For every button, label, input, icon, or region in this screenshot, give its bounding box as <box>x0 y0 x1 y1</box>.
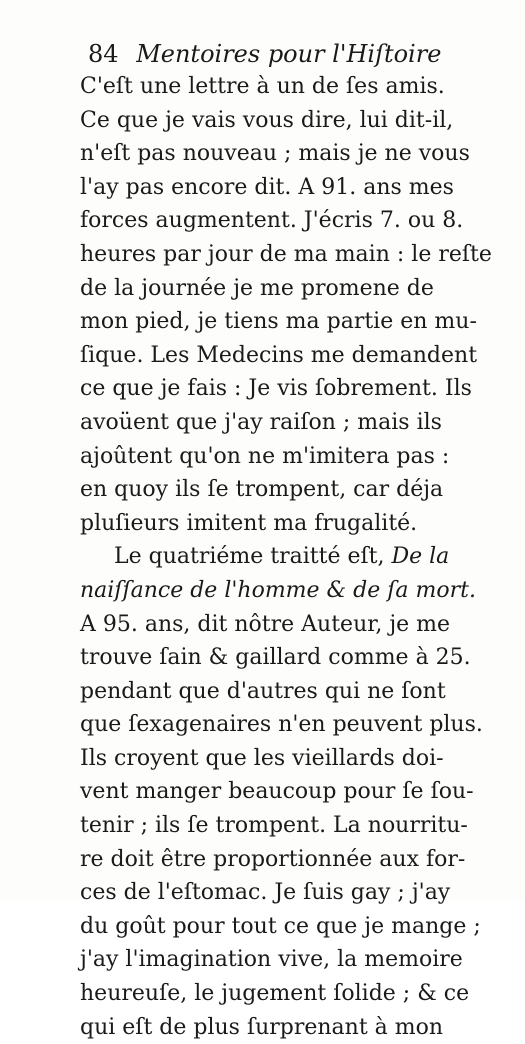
text-line: heureuſe, le jugement ſolide ; & ce <box>80 981 470 1007</box>
text-line: heures par jour de ma main : le reſte <box>80 241 492 267</box>
text-line: j'ay l'imagination vive, la memoire <box>80 947 463 973</box>
text-line-italic: naiſſance de l'homme & de ſa mort. <box>80 577 476 603</box>
text-line: qui eſt de plus ſurprenant à mon <box>80 1014 444 1040</box>
text-line: ajoûtent qu'on ne m'imitera pas : <box>80 443 450 469</box>
text-line: du goût pour tout ce que je mange ; <box>80 913 481 939</box>
text-line: avoüent que j'ay raiſon ; mais ils <box>80 409 442 435</box>
text-line: vent manger beaucoup pour ſe ſou- <box>80 779 474 805</box>
text-line: de la journée je me promene de <box>80 275 434 301</box>
text-line: ſique. Les Medecins me demandent <box>80 342 478 368</box>
text-line: C'eſt une lettre à un de ſes amis. <box>80 74 445 99</box>
text-line: ce que je fais : Je vis ſobrement. Ils <box>80 376 472 402</box>
text-line: A 95. ans, dit nôtre Auteur, je me <box>80 611 451 637</box>
text-line: pluſieurs imitent ma frugalité. <box>80 510 418 536</box>
text-line-roman: Le quatriéme traitté eſt, <box>114 544 392 570</box>
running-title: Mentoires pour l'Hiſtoire <box>136 40 442 68</box>
text-line-italic: De la <box>391 544 450 570</box>
text-line: n'eſt pas nouveau ; mais je ne vous <box>80 141 470 167</box>
running-head <box>88 36 488 72</box>
text-line: tenir ; ils ſe trompent. La nourritu- <box>80 813 468 839</box>
text-line: pendant que d'autres qui ne ſont <box>80 678 446 704</box>
text-line <box>80 574 476 608</box>
text-line: ces de l'eſtomac. Je ſuis gay ; j'ay <box>80 880 451 906</box>
page-number: 84 <box>88 40 119 68</box>
text-line: mon pied, je tiens ma partie en mu- <box>80 309 477 335</box>
text-line: re doit être proportionnée aux for- <box>80 846 466 872</box>
text-line: Ce que je vais vous dire, lui dit-il, <box>80 107 454 133</box>
text-line <box>80 540 450 574</box>
text-line: en quoy ils ſe trompent, car déja <box>80 477 444 503</box>
body-text <box>80 70 492 1044</box>
text-line: l'ay pas encore dit. A 91. ans mes <box>80 174 454 200</box>
text-line: que ſexagenaires n'en peuvent plus. <box>80 712 483 738</box>
text-line: forces augmentent. J'écris 7. ou 8. <box>80 208 464 234</box>
text-line: trouve ſain & gaillard comme à 25. <box>80 645 471 671</box>
text-line: Ils croyent que les vieillards doi- <box>80 745 444 771</box>
